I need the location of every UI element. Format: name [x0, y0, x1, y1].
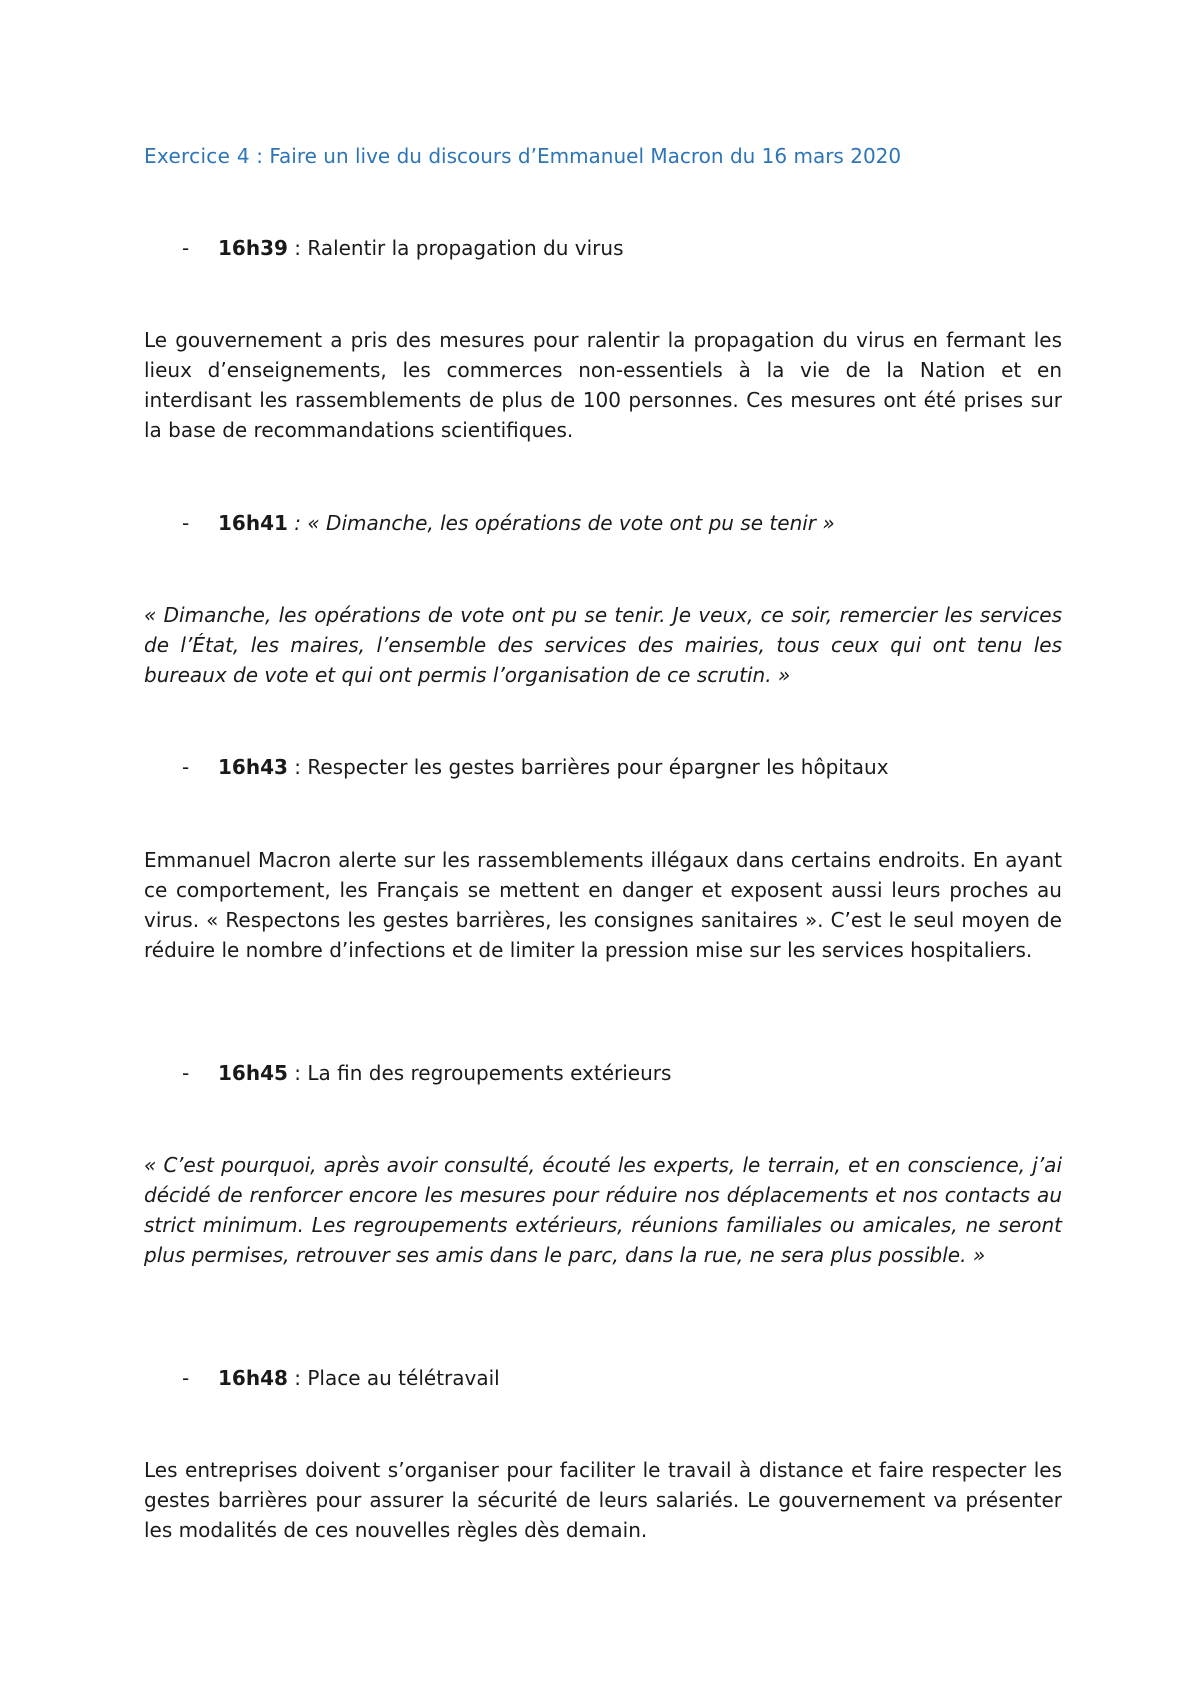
- exercise-title: [144, 141, 1062, 171]
- list-dash: -: [182, 1366, 190, 1390]
- entry-quote: « C’est pourquoi, après avoir consulté, écouté les experts, le terrain, et en conscience, j’ai décidé de renforcer encore les mesures pour réduire nos déplacements et nos contacts au strict minimum. Les regroupements extérieurs, réunions familiales ou amicales, ne seront plus permises, retrouver ses amis dans le parc, dans la rue, ne sera plus possible. »: [144, 1153, 1062, 1267]
- list-dash: -: [182, 511, 190, 535]
- timeline-entry-1639: [182, 233, 623, 263]
- timeline-entry-1641: [182, 508, 835, 538]
- exercise-label: Exercice 4: [144, 144, 250, 168]
- timeline-entry-1645: [182, 1058, 671, 1088]
- timestamp: 16h41: [218, 511, 288, 535]
- timestamp: 16h43: [218, 755, 288, 779]
- list-dash: -: [182, 755, 190, 779]
- timestamp: 16h48: [218, 1366, 288, 1390]
- exercise-subtitle: : Faire un live du discours d’Emmanuel Macron du 16 mars 2020: [249, 144, 902, 168]
- entry-heading: : Respecter les gestes barrières pour épargner les hôpitaux: [287, 755, 889, 779]
- entry-heading: : Ralentir la propagation du virus: [287, 236, 624, 260]
- entry-heading: : Place au télétravail: [287, 1366, 500, 1390]
- timestamp: 16h45: [218, 1061, 288, 1085]
- entry-body: Emmanuel Macron alerte sur les rassemblements illégaux dans certains endroits. En ayant ce comportement, les Français se mettent en danger et exposent aussi leurs proches au virus. « Respectons les gestes barrières, les consignes sanitaires ». C’est le seul moyen de réduire le nombre d’infections et de limiter la pression mise sur les services hospitaliers.: [144, 848, 1062, 962]
- timestamp: 16h39: [218, 236, 288, 260]
- entry-heading: : La fin des regroupements extérieurs: [287, 1061, 672, 1085]
- entry-body: Le gouvernement a pris des mesures pour ralentir la propagation du virus en fermant les lieux d’enseignements, les commerces non-essentiels à la vie de la Nation et en interdisant les rassemblements de plus de 100 personnes. Ces mesures ont été prises sur la base de recommandations scientifiques.: [144, 328, 1062, 442]
- entry-quote: « Dimanche, les opérations de vote ont pu se tenir. Je veux, ce soir, remercier les services de l’État, les maires, l’ensemble des services des mairies, tous ceux qui ont tenu les bureaux de vote et qui ont permis l’organisation de ce scrutin. »: [144, 603, 1062, 687]
- timeline-entry-1648: [182, 1363, 500, 1393]
- entry-body: Les entreprises doivent s’organiser pour faciliter le travail à distance et faire respecter les gestes barrières pour assurer la sécurité de leurs salariés. Le gouvernement va présenter les modalités de ces nouvelles règles dès demain.: [144, 1458, 1062, 1542]
- timeline-entry-1643: [182, 752, 889, 782]
- list-dash: -: [182, 1061, 190, 1085]
- entry-heading: : « Dimanche, les opérations de vote ont pu se tenir »: [287, 511, 835, 535]
- list-dash: -: [182, 236, 190, 260]
